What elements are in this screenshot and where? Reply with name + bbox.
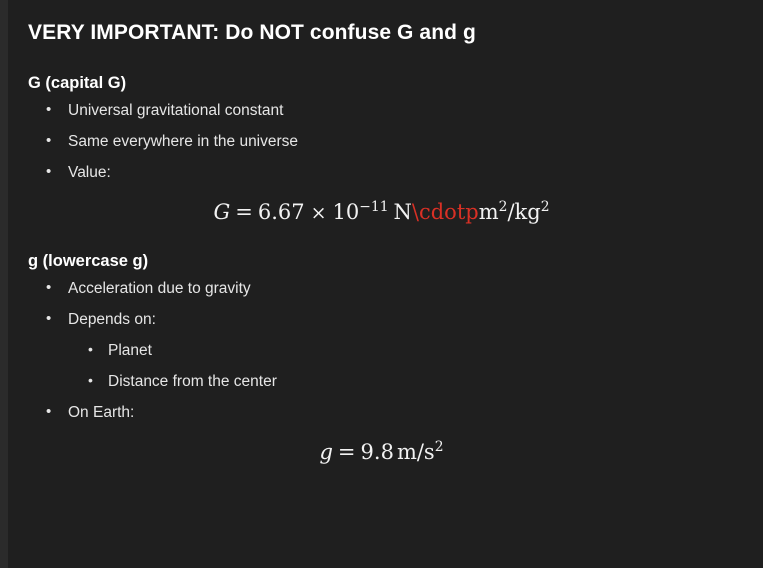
list-item: • Distance from the center — [68, 372, 735, 393]
formula-equals: = — [337, 439, 356, 464]
list-item: • Planet — [68, 341, 735, 362]
section-capital-g — [28, 74, 735, 224]
formula-unit-meter-exponent: 2 — [498, 199, 508, 216]
formula-equals: = — [235, 200, 253, 225]
bullet-list-lowercase-g — [28, 279, 735, 424]
formula-unit-meter: m — [478, 200, 499, 225]
section-heading-capital-g: G (capital G) — [28, 74, 127, 93]
formula-slash: / — [507, 200, 515, 225]
list-item: • On Earth: — [28, 403, 735, 424]
formula-error-text: \cdotp — [411, 200, 479, 225]
formula-unit-kilogram: kg — [514, 200, 541, 225]
formula-unit-kilogram-exponent: 2 — [540, 199, 550, 216]
list-item: • Acceleration due to gravity — [28, 279, 735, 300]
list-item: • Value: — [28, 163, 735, 184]
list-item: • Same everywhere in the universe — [28, 132, 735, 153]
formula-symbol-G: G — [213, 200, 231, 225]
list-item: • Universal gravitational constant — [28, 101, 735, 122]
formula-lowercase-g — [28, 440, 735, 464]
formula-unit-newton: N — [393, 200, 412, 225]
page-title: VERY IMPORTANT: Do NOT confuse G and g — [28, 21, 476, 44]
formula-unit: m/s — [396, 439, 435, 464]
formula-exponent: −11 — [359, 199, 389, 216]
section-heading-lowercase-g: g (lowercase g) — [28, 252, 149, 271]
list-item — [28, 310, 735, 393]
formula-capital-g — [28, 200, 735, 224]
formula-base: 10 — [332, 200, 360, 225]
formula-times-sign: × — [310, 202, 327, 225]
formula-symbol-g: g — [319, 439, 333, 464]
formula-coefficient: 6.67 — [257, 200, 305, 225]
section-lowercase-g — [28, 252, 735, 464]
sub-bullet-list — [68, 341, 735, 393]
list-item-label: Depends on: — [68, 310, 156, 328]
formula-unit-exponent: 2 — [434, 438, 444, 455]
bullet-list-capital-g — [28, 101, 735, 184]
formula-value: 9.8 — [360, 439, 394, 464]
